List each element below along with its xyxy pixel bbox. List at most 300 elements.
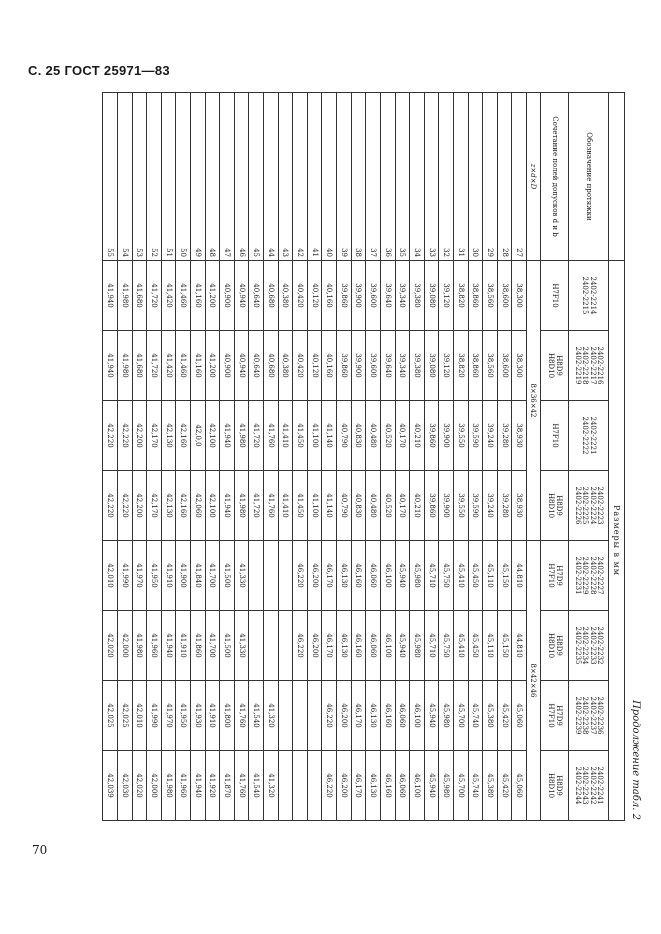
cell-29-7: 45,380 <box>483 751 498 821</box>
cell-54-3: 42,220 <box>117 471 132 541</box>
cell-47-7: 41,870 <box>220 751 235 821</box>
cell-46-4: 41,330 <box>234 541 249 611</box>
tol-1-0: H8D9 <box>554 355 563 376</box>
cell-40-1: 40,160 <box>322 331 337 401</box>
cell-48-3: 42,100 <box>205 471 220 541</box>
cell-53-5: 41,980 <box>132 611 147 681</box>
size-0: 8×36×42 <box>527 261 541 541</box>
cell-50-7: 41,960 <box>176 751 191 821</box>
cell-47-3: 41,940 <box>220 471 235 541</box>
cell-54-1: 41,980 <box>117 331 132 401</box>
cell-34-5: 45,980 <box>410 611 425 681</box>
cell-30-4: 45,450 <box>468 541 483 611</box>
row-number-54: 54 <box>117 93 132 261</box>
code-5-2: 2402-2234 <box>581 626 590 665</box>
cell-51-0: 41,420 <box>161 261 176 331</box>
tol-1-1: H8D10 <box>547 352 556 379</box>
cell-33-0: 39,080 <box>424 261 439 331</box>
cell-53-0: 41,680 <box>132 261 147 331</box>
cell-32-2: 39,900 <box>439 401 454 471</box>
size-1: 8×42×46 <box>527 541 541 821</box>
cell-51-2: 42,130 <box>161 401 176 471</box>
cell-54-7: 42,030 <box>117 751 132 821</box>
cell-50-4: 41,900 <box>176 541 191 611</box>
cell-27-1: 38,300 <box>512 331 527 401</box>
table-row <box>220 93 235 821</box>
row-number-53: 53 <box>132 93 147 261</box>
cell-27-5: 44,810 <box>512 611 527 681</box>
cell-46-3: 41,980 <box>234 471 249 541</box>
tolerance-cell-5 <box>541 611 569 681</box>
rotated-table-container <box>103 92 641 820</box>
cell-35-7: 46,060 <box>395 751 410 821</box>
cell-35-2: 40,170 <box>395 401 410 471</box>
cell-35-0: 39,340 <box>395 261 410 331</box>
tol-3-0: H8D9 <box>554 495 563 516</box>
cell-42-1: 40,420 <box>293 331 308 401</box>
code-4-2: 2402-2229 <box>581 556 590 595</box>
cell-30-0: 38,860 <box>468 261 483 331</box>
tol-6-1: H7F10 <box>547 703 556 728</box>
cell-52-5: 41,960 <box>147 611 162 681</box>
cell-42-4: 46,220 <box>293 541 308 611</box>
cell-39-7: 46,200 <box>337 751 352 821</box>
page-number: 70 <box>32 843 48 857</box>
tolerance-cell-3 <box>541 471 569 541</box>
section-title: Размеры в мм <box>609 261 625 821</box>
cell-33-1: 39,080 <box>424 331 439 401</box>
cell-38-7: 46,170 <box>351 751 366 821</box>
cell-55-5: 42,020 <box>103 611 118 681</box>
cell-49-7: 41,940 <box>190 751 205 821</box>
cell-35-6: 46,060 <box>395 681 410 751</box>
cell-32-4: 45,750 <box>439 541 454 611</box>
cell-49-3: 42,060 <box>190 471 205 541</box>
table-row <box>278 93 293 821</box>
table-row <box>176 93 191 821</box>
cell-36-0: 39,640 <box>380 261 395 331</box>
cell-32-5: 45,750 <box>439 611 454 681</box>
cell-30-1: 38,860 <box>468 331 483 401</box>
table-row <box>307 93 322 821</box>
cell-38-3: 40,830 <box>351 471 366 541</box>
cell-51-1: 41,420 <box>161 331 176 401</box>
cell-42-0: 40,420 <box>293 261 308 331</box>
cell-36-7: 46,160 <box>380 751 395 821</box>
cell-28-5: 45,150 <box>497 611 512 681</box>
row-number-49: 49 <box>190 93 205 261</box>
cell-41-6 <box>307 681 322 751</box>
cell-27-4: 44,810 <box>512 541 527 611</box>
continuation-label: Продолжение табл. 2 <box>630 700 641 820</box>
cell-34-1: 39,380 <box>410 331 425 401</box>
code-cell-1 <box>569 331 609 401</box>
tol-0-0: H7F10 <box>551 283 560 308</box>
table-row <box>234 93 249 821</box>
cell-52-4: 41,950 <box>147 541 162 611</box>
code-4-1: 2402-2228 <box>588 556 597 595</box>
cell-32-1: 39,120 <box>439 331 454 401</box>
cell-27-2: 38,930 <box>512 401 527 471</box>
cell-52-2: 42,170 <box>147 401 162 471</box>
cell-44-5 <box>264 611 279 681</box>
code-4-3: 2402-2231 <box>574 556 583 595</box>
cell-38-4: 46,160 <box>351 541 366 611</box>
table-row <box>351 93 366 821</box>
cell-55-7: 42,039 <box>103 751 118 821</box>
row-number-32: 32 <box>439 93 454 261</box>
code-cell-4 <box>569 541 609 611</box>
table-row <box>410 93 425 821</box>
cell-50-1: 41,460 <box>176 331 191 401</box>
cell-27-3: 38,930 <box>512 471 527 541</box>
cell-35-3: 40,170 <box>395 471 410 541</box>
code-cell-0 <box>569 261 609 331</box>
cell-39-2: 40,790 <box>337 401 352 471</box>
cell-38-6: 46,170 <box>351 681 366 751</box>
cell-34-4: 45,980 <box>410 541 425 611</box>
row-number-37: 37 <box>366 93 381 261</box>
table-row <box>264 93 279 821</box>
cell-34-0: 39,380 <box>410 261 425 331</box>
cell-52-7: 42,000 <box>147 751 162 821</box>
row-number-27: 27 <box>512 93 527 261</box>
cell-37-3: 40,480 <box>366 471 381 541</box>
cell-55-4: 42,010 <box>103 541 118 611</box>
cell-52-3: 42,170 <box>147 471 162 541</box>
cell-53-7: 42,020 <box>132 751 147 821</box>
cell-46-1: 40,940 <box>234 331 249 401</box>
cell-51-4: 41,910 <box>161 541 176 611</box>
cell-46-0: 40,940 <box>234 261 249 331</box>
table-row <box>380 93 395 821</box>
cell-29-5: 45,110 <box>483 611 498 681</box>
code-3-3: 2402-2226 <box>574 486 583 525</box>
table-row <box>322 93 337 821</box>
cell-53-4: 41,970 <box>132 541 147 611</box>
cell-42-7 <box>293 751 308 821</box>
section-title-row <box>609 93 625 821</box>
row-number-48: 48 <box>205 93 220 261</box>
zdD-label: z×d×D <box>527 93 541 261</box>
table-row <box>161 93 176 821</box>
cell-54-6: 42,025 <box>117 681 132 751</box>
tol-6-0: H7D9 <box>554 705 563 726</box>
cell-35-4: 45,940 <box>395 541 410 611</box>
cell-49-6: 41,930 <box>190 681 205 751</box>
cell-51-7: 41,980 <box>161 751 176 821</box>
cell-41-2: 41,100 <box>307 401 322 471</box>
cell-47-4: 41,500 <box>220 541 235 611</box>
row-number-34: 34 <box>410 93 425 261</box>
row-number-28: 28 <box>497 93 512 261</box>
broach-dimensions-table <box>102 92 625 821</box>
code-1-0: 2402-2216 <box>596 346 605 385</box>
code-1-3: 2402-2219 <box>574 346 583 385</box>
code-7-2: 2402-2243 <box>581 766 590 805</box>
designation-label: Обозначение протяжки <box>569 93 609 261</box>
cell-38-5: 46,160 <box>351 611 366 681</box>
cell-30-6: 45,740 <box>468 681 483 751</box>
cell-53-6: 42,010 <box>132 681 147 751</box>
cell-41-4: 46,200 <box>307 541 322 611</box>
cell-44-3: 41,760 <box>264 471 279 541</box>
cell-36-6: 46,160 <box>380 681 395 751</box>
cell-33-3: 39,860 <box>424 471 439 541</box>
table-row <box>205 93 220 821</box>
cell-41-1: 40,120 <box>307 331 322 401</box>
cell-41-7 <box>307 751 322 821</box>
cell-28-2: 39,280 <box>497 401 512 471</box>
code-3-2: 2402-2225 <box>581 486 590 525</box>
cell-51-6: 41,970 <box>161 681 176 751</box>
cell-43-5 <box>278 611 293 681</box>
cell-36-5: 46,100 <box>380 611 395 681</box>
cell-34-7: 46,100 <box>410 751 425 821</box>
code-4-0: 2402-2227 <box>596 556 605 595</box>
cell-49-1: 41,160 <box>190 331 205 401</box>
cell-43-7 <box>278 751 293 821</box>
cell-46-6: 41,760 <box>234 681 249 751</box>
row-number-30: 30 <box>468 93 483 261</box>
cell-50-5: 41,910 <box>176 611 191 681</box>
cell-44-0: 40,680 <box>264 261 279 331</box>
cell-37-1: 39,600 <box>366 331 381 401</box>
cell-33-2: 39,860 <box>424 401 439 471</box>
cell-29-6: 45,380 <box>483 681 498 751</box>
code-5-0: 2402-2232 <box>596 626 605 665</box>
row-number-29: 29 <box>483 93 498 261</box>
cell-39-5: 46,130 <box>337 611 352 681</box>
tolerance-cell-0 <box>541 261 569 331</box>
row-number-42: 42 <box>293 93 308 261</box>
cell-40-7: 46,220 <box>322 751 337 821</box>
table-row <box>103 93 118 821</box>
table-row <box>337 93 352 821</box>
cell-31-2: 39,550 <box>453 401 468 471</box>
code-6-0: 2402-2236 <box>596 696 605 735</box>
cell-45-0: 40,640 <box>249 261 264 331</box>
cell-33-4: 45,710 <box>424 541 439 611</box>
code-6-1: 2402-2237 <box>588 696 597 735</box>
cell-49-4: 41,840 <box>190 541 205 611</box>
cell-31-4: 45,410 <box>453 541 468 611</box>
cell-51-5: 41,940 <box>161 611 176 681</box>
cell-33-6: 45,940 <box>424 681 439 751</box>
cell-43-4 <box>278 541 293 611</box>
code-3-1: 2402-2224 <box>588 486 597 525</box>
cell-48-6: 41,910 <box>205 681 220 751</box>
tol-7-1: H8D10 <box>547 772 556 799</box>
cell-32-0: 39,120 <box>439 261 454 331</box>
tol-2-0: H7F10 <box>551 423 560 448</box>
cell-29-0: 38,560 <box>483 261 498 331</box>
row-number-38: 38 <box>351 93 366 261</box>
cell-48-5: 41,700 <box>205 611 220 681</box>
code-6-3: 2402-2239 <box>574 696 583 735</box>
cell-43-2: 41,410 <box>278 401 293 471</box>
cell-51-3: 42,130 <box>161 471 176 541</box>
table-row <box>366 93 381 821</box>
cell-27-7: 45,060 <box>512 751 527 821</box>
cell-30-3: 39,590 <box>468 471 483 541</box>
code-1-2: 2402-2218 <box>581 346 590 385</box>
cell-47-5: 41,500 <box>220 611 235 681</box>
table-row <box>395 93 410 821</box>
cell-46-2: 41,980 <box>234 401 249 471</box>
tolerance-cell-2 <box>541 401 569 471</box>
tol-7-0: H8D9 <box>554 775 563 796</box>
cell-44-1: 40,680 <box>264 331 279 401</box>
table-row <box>132 93 147 821</box>
cell-45-1: 40,640 <box>249 331 264 401</box>
tol-5-0: H8D9 <box>554 635 563 656</box>
cell-46-7: 41,760 <box>234 751 249 821</box>
cell-44-7: 41,320 <box>264 751 279 821</box>
cell-29-2: 39,240 <box>483 401 498 471</box>
cell-37-0: 39,600 <box>366 261 381 331</box>
cell-43-3: 41,410 <box>278 471 293 541</box>
cell-42-3: 41,450 <box>293 471 308 541</box>
code-2-1: 2402-2222 <box>581 416 590 455</box>
cell-29-4: 45,110 <box>483 541 498 611</box>
table-row <box>512 93 527 821</box>
cell-45-2: 41,720 <box>249 401 264 471</box>
cell-40-2: 41,140 <box>322 401 337 471</box>
cell-29-3: 39,240 <box>483 471 498 541</box>
code-cell-5 <box>569 611 609 681</box>
row-number-41: 41 <box>307 93 322 261</box>
tolerance-cell-1 <box>541 331 569 401</box>
row-number-35: 35 <box>395 93 410 261</box>
cell-39-3: 40,790 <box>337 471 352 541</box>
row-number-50: 50 <box>176 93 191 261</box>
table-row <box>483 93 498 821</box>
cell-45-4 <box>249 541 264 611</box>
cell-40-5: 46,170 <box>322 611 337 681</box>
code-2-0: 2402-2221 <box>588 416 597 455</box>
tolerance-row <box>541 93 569 821</box>
cell-33-5: 45,710 <box>424 611 439 681</box>
cell-39-4: 46,130 <box>337 541 352 611</box>
tolerance-label: Сочетание полей допусков d и b <box>541 93 569 261</box>
cell-48-2: 42,100 <box>205 401 220 471</box>
code-5-1: 2402-2233 <box>588 626 597 665</box>
cell-28-4: 45,150 <box>497 541 512 611</box>
size-row <box>527 93 541 821</box>
cell-54-4: 41,990 <box>117 541 132 611</box>
cell-47-2: 41,940 <box>220 401 235 471</box>
cell-48-0: 41,200 <box>205 261 220 331</box>
cell-36-4: 46,100 <box>380 541 395 611</box>
cell-40-4: 46,170 <box>322 541 337 611</box>
cell-54-2: 42,220 <box>117 401 132 471</box>
tol-4-1: H7F10 <box>547 563 556 588</box>
cell-40-6: 46,220 <box>322 681 337 751</box>
code-0-1: 2402-2215 <box>581 276 590 315</box>
cell-29-1: 38,560 <box>483 331 498 401</box>
table-row <box>468 93 483 821</box>
cell-49-5: 41,860 <box>190 611 205 681</box>
cell-53-1: 41,680 <box>132 331 147 401</box>
cell-31-6: 45,700 <box>453 681 468 751</box>
cell-52-6: 41,990 <box>147 681 162 751</box>
cell-55-0: 41,940 <box>103 261 118 331</box>
cell-42-2: 41,450 <box>293 401 308 471</box>
cell-47-0: 40,900 <box>220 261 235 331</box>
cell-48-7: 41,920 <box>205 751 220 821</box>
cell-55-3: 42,220 <box>103 471 118 541</box>
cell-34-2: 40,210 <box>410 401 425 471</box>
code-1-1: 2402-2217 <box>588 346 597 385</box>
row-number-47: 47 <box>220 93 235 261</box>
row-number-43: 43 <box>278 93 293 261</box>
cell-38-0: 39,900 <box>351 261 366 331</box>
row-number-52: 52 <box>147 93 162 261</box>
cell-34-3: 40,210 <box>410 471 425 541</box>
cell-37-7: 46,130 <box>366 751 381 821</box>
cell-44-6: 41,320 <box>264 681 279 751</box>
cell-38-2: 40,830 <box>351 401 366 471</box>
code-cell-7 <box>569 751 609 821</box>
cell-45-7: 41,540 <box>249 751 264 821</box>
cell-28-7: 45,420 <box>497 751 512 821</box>
tolerance-cell-4 <box>541 541 569 611</box>
table-row <box>190 93 205 821</box>
cell-48-4: 41,700 <box>205 541 220 611</box>
cell-31-3: 39,550 <box>453 471 468 541</box>
table-row <box>439 93 454 821</box>
table-row <box>117 93 132 821</box>
cell-40-3: 41,140 <box>322 471 337 541</box>
cell-43-6 <box>278 681 293 751</box>
row-number-44: 44 <box>264 93 279 261</box>
table-row <box>424 93 439 821</box>
row-number-45: 45 <box>249 93 264 261</box>
cell-53-3: 42,200 <box>132 471 147 541</box>
cell-31-5: 45,410 <box>453 611 468 681</box>
cell-44-4 <box>264 541 279 611</box>
table-row <box>453 93 468 821</box>
cell-55-1: 41,940 <box>103 331 118 401</box>
row-number-31: 31 <box>453 93 468 261</box>
cell-40-0: 40,160 <box>322 261 337 331</box>
cell-50-2: 42,160 <box>176 401 191 471</box>
cell-37-2: 40,480 <box>366 401 381 471</box>
cell-50-6: 41,950 <box>176 681 191 751</box>
cell-49-0: 41,160 <box>190 261 205 331</box>
tol-4-0: H7D9 <box>554 565 563 586</box>
cell-50-3: 42,160 <box>176 471 191 541</box>
cell-30-7: 45,740 <box>468 751 483 821</box>
codes-row <box>569 93 609 821</box>
cell-30-5: 45,450 <box>468 611 483 681</box>
row-number-51: 51 <box>161 93 176 261</box>
code-cell-6 <box>569 681 609 751</box>
cell-27-6: 45,060 <box>512 681 527 751</box>
code-7-0: 2402-2241 <box>596 766 605 805</box>
code-3-0: 2402-2223 <box>596 486 605 525</box>
cell-37-4: 46,060 <box>366 541 381 611</box>
row-number-39: 39 <box>337 93 352 261</box>
cell-27-0: 38,300 <box>512 261 527 331</box>
cell-43-0: 40,380 <box>278 261 293 331</box>
tol-5-1: H8D10 <box>547 632 556 659</box>
code-cell-2 <box>569 401 609 471</box>
cell-32-3: 39,900 <box>439 471 454 541</box>
cell-52-0: 41,720 <box>147 261 162 331</box>
cell-45-3: 41,720 <box>249 471 264 541</box>
